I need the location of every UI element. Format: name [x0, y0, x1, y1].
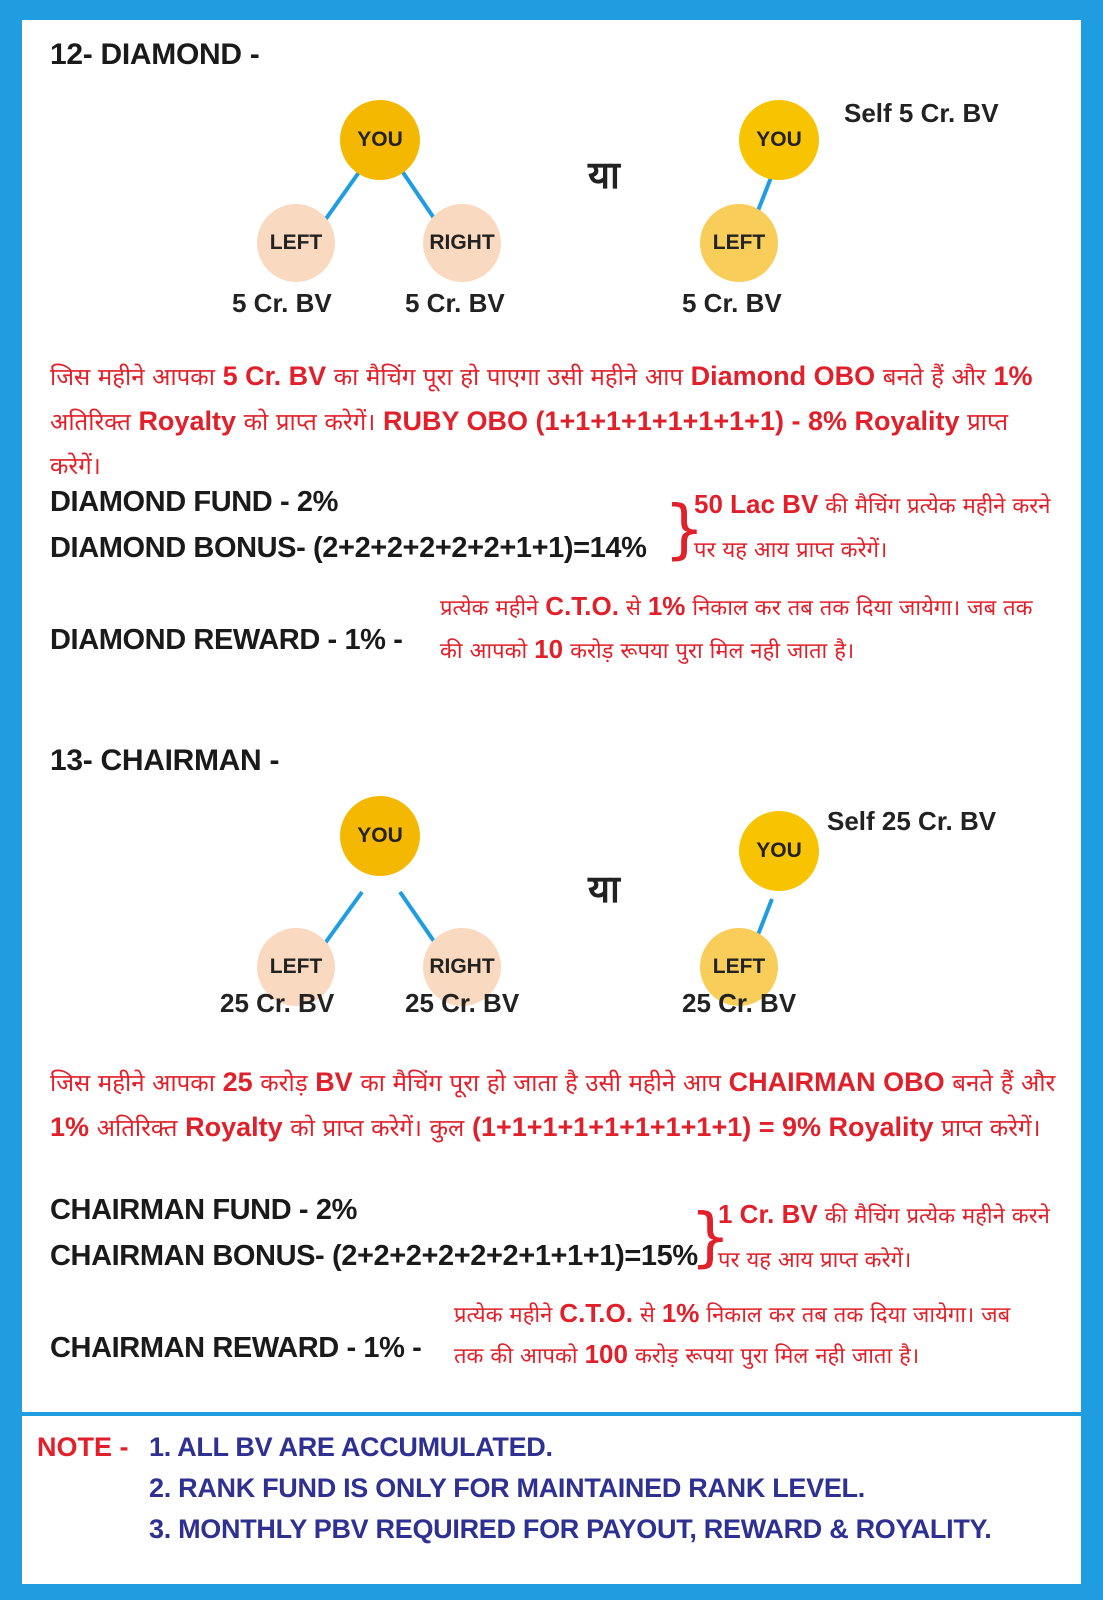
emphasis-text: 25	[222, 1067, 253, 1097]
chairman-title: 13- CHAIRMAN -	[50, 744, 280, 777]
chairman-left-bv: 25 Cr. BV	[220, 988, 335, 1018]
emphasis-text: 50 Lac BV	[694, 489, 819, 519]
emphasis-text: (1+1+1+1+1+1+1+1+1) = 9% Royality	[471, 1112, 934, 1142]
emphasis-text: 1%	[647, 591, 686, 621]
diamond-you-node: YOU	[340, 100, 420, 180]
chairman-brace: }	[690, 1201, 731, 1275]
text-run: निकाल कर तब तक दिया जायेगा। जब तक की आपको	[440, 596, 1033, 664]
text-run: को प्राप्त करेगें।	[235, 408, 383, 436]
text-run: बनते हैं और	[944, 1069, 1056, 1097]
text-run: प्राप्त करेगें।	[933, 1114, 1041, 1142]
diamond-self-left-node: LEFT	[700, 204, 778, 282]
chairman-bonus: CHAIRMAN BONUS- (2+2+2+2+2+2+1+1+1)=15%	[50, 1240, 698, 1272]
diamond-description	[50, 354, 1050, 488]
chairman-self-left-node: LEFT	[700, 928, 778, 1006]
emphasis-text: 1%	[661, 1298, 700, 1328]
diamond-left-node: LEFT	[257, 204, 335, 282]
emphasis-text: Royalty	[185, 1112, 283, 1142]
emphasis-text: Diamond OBO	[690, 361, 876, 391]
text-run: का मैचिंग पूरा हो पाएगा उसी महीने आप	[326, 363, 691, 391]
text-run: से	[632, 1303, 662, 1328]
chairman-self-you-node: YOU	[739, 811, 819, 891]
text-run: बनते हैं और	[875, 363, 994, 391]
diamond-brace: }	[664, 493, 705, 567]
note-item-3: 3. MONTHLY PBV REQUIRED FOR PAYOUT, REWARD & ROYALITY.	[149, 1514, 992, 1544]
text-run: अतिरिक्त	[89, 1114, 186, 1142]
text-run: जिस महीने आपका	[50, 363, 223, 391]
diamond-self-left-bv: 5 Cr. BV	[682, 288, 782, 318]
text-run: की मैचिंग प्रत्येक महीने करने पर यह आय प्राप्त करेगें।	[694, 494, 1051, 563]
diamond-right-bv: 5 Cr. BV	[405, 288, 505, 318]
note-label: NOTE -	[37, 1432, 129, 1462]
chairman-description	[50, 1060, 1060, 1150]
chairman-reward-note	[454, 1294, 1034, 1376]
chairman-right-bv: 25 Cr. BV	[405, 988, 520, 1018]
diamond-self-bv: Self 5 Cr. BV	[844, 98, 999, 128]
diamond-brace-note	[694, 482, 1059, 573]
emphasis-text: 10	[534, 634, 564, 664]
emphasis-text: C.T.O.	[559, 1298, 633, 1328]
text-run: निकाल कर तब तक दिया जायेगा। जब तक की आपको	[454, 1303, 1011, 1369]
diamond-bonus: DIAMOND BONUS- (2+2+2+2+2+2+1+1)=14%	[50, 532, 647, 564]
diamond-reward: DIAMOND REWARD - 1% -	[50, 624, 403, 656]
chairman-or-text: या	[588, 867, 620, 911]
diamond-or-text: या	[588, 153, 620, 197]
emphasis-text: 1%	[993, 361, 1033, 391]
emphasis-text: CHAIRMAN OBO	[728, 1067, 945, 1097]
text-run: का मैचिंग पूरा हो जाता है उसी महीने आप	[352, 1069, 729, 1097]
text-run: प्राप्त करेगें।	[50, 408, 1009, 480]
diamond-left-bv: 5 Cr. BV	[232, 288, 332, 318]
chairman-you-node: YOU	[340, 796, 420, 876]
chairman-left-node: LEFT	[257, 928, 335, 1006]
chairman-right-node: RIGHT	[423, 928, 501, 1006]
emphasis-text: 1 Cr. BV	[718, 1199, 818, 1229]
emphasis-text: 5 Cr. BV	[222, 361, 327, 391]
diamond-fund: DIAMOND FUND - 2%	[50, 486, 339, 518]
diamond-reward-note	[440, 586, 1040, 672]
chairman-self-bv: Self 25 Cr. BV	[827, 806, 997, 836]
emphasis-text: 1%	[50, 1112, 90, 1142]
text-run: जिस महीने आपका	[50, 1069, 223, 1097]
emphasis-text: RUBY OBO (1+1+1+1+1+1+1+1) - 8% Royality	[382, 406, 960, 436]
text-run: करोड़	[252, 1069, 316, 1097]
diamond-right-node: RIGHT	[423, 204, 501, 282]
text-run: को प्राप्त करेगें। कुल	[282, 1114, 472, 1142]
text-run: से	[618, 596, 648, 621]
emphasis-text: C.T.O.	[545, 591, 619, 621]
note-section	[22, 1412, 1081, 1588]
emphasis-text: Royalty	[138, 406, 236, 436]
chairman-brace-note	[718, 1192, 1063, 1283]
emphasis-text: 100	[584, 1339, 628, 1369]
chairman-self-left-bv: 25 Cr. BV	[682, 988, 797, 1018]
text-run: करोड़ रूपया पुरा मिल नही जाता है।	[627, 1344, 920, 1369]
chairman-reward: CHAIRMAN REWARD - 1% -	[50, 1332, 422, 1364]
diamond-self-you-node: YOU	[739, 100, 819, 180]
text-run: प्रत्येक महीने	[454, 1303, 560, 1328]
text-run: करोड़ रूपया पुरा मिल नही जाता है।	[563, 639, 855, 664]
note-item-2: 2. RANK FUND IS ONLY FOR MAINTAINED RANK LEVEL.	[149, 1473, 865, 1503]
diamond-title: 12- DIAMOND -	[50, 38, 260, 71]
chairman-fund: CHAIRMAN FUND - 2%	[50, 1194, 357, 1226]
plan-page	[22, 20, 1081, 1584]
emphasis-text: BV	[315, 1067, 353, 1097]
text-run: प्रत्येक महीने	[440, 596, 546, 621]
text-run: की मैचिंग प्रत्येक महीने करने पर यह आय प्राप्त करेगें।	[718, 1204, 1050, 1273]
text-run: अतिरिक्त	[50, 408, 139, 436]
note-item-1: 1. ALL BV ARE ACCUMULATED.	[149, 1432, 553, 1462]
